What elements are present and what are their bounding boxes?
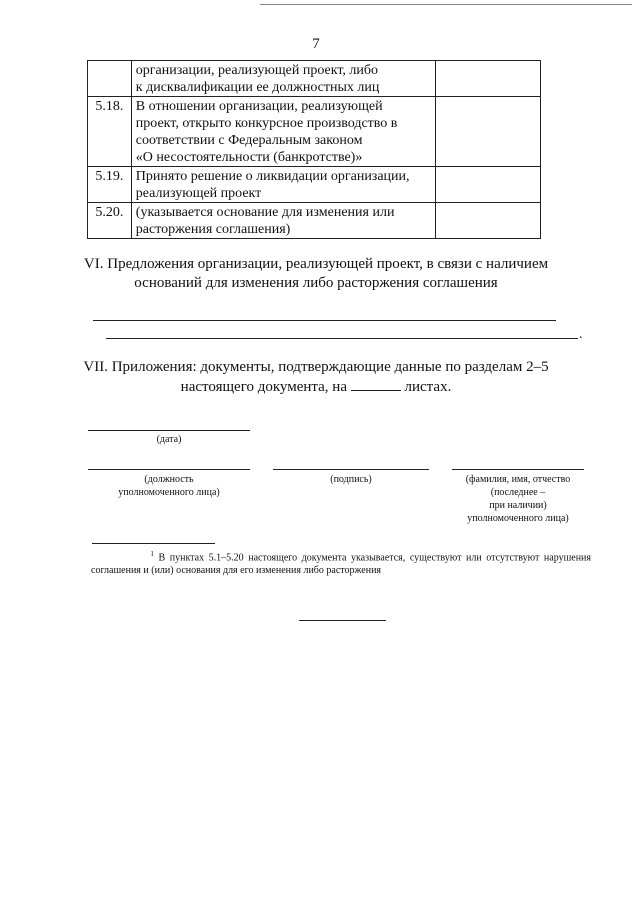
proposal-fill-line-2 <box>106 338 578 339</box>
proposal-fill-line-1 <box>93 320 556 321</box>
row-value-cell <box>435 203 540 239</box>
position-line <box>88 469 250 470</box>
proposal-end-mark: . <box>579 327 583 342</box>
footnote-text: В пунктах 5.1–5.20 настоящего документа указывается, существуют или отсутствуют нарушения соглашения и (или) основания для его изменения либо расторжения <box>91 552 592 577</box>
row-text: В отношении организации, реализующей проект, открыто конкурсное производство в соответствии с Федеральным законом «О несостоятельности (банкротстве)» <box>131 97 435 167</box>
row-value-cell <box>435 167 540 203</box>
fullname-line <box>452 469 584 470</box>
conditions-table <box>87 60 541 239</box>
row-text: Принято решение о ликвидации организации, реализующей проект <box>131 167 435 203</box>
document-end-line <box>299 620 386 621</box>
position-caption: (должность уполномоченного лица) <box>118 474 220 498</box>
table-row <box>88 61 541 97</box>
section-6-heading: VI. Предложения организации, реализующей проект, в связи с наличием оснований для изменения либо расторжения соглашения <box>83 256 549 291</box>
footnote-separator <box>92 543 215 544</box>
sheet-count-blank <box>351 377 401 391</box>
row-number: 5.19. <box>88 167 132 203</box>
row-value-cell <box>435 61 540 97</box>
row-number: 5.20. <box>88 203 132 239</box>
section-7-heading: VII. Приложения: документы, подтверждающие данные по разделам 2–5 настоящего документа, на листах. <box>83 359 549 395</box>
footnote-marker: 1 <box>150 550 154 558</box>
row-text: организации, реализующей проект, либо к дисквалификации ее должностных лиц <box>131 61 435 97</box>
signature-caption: (подпись) <box>330 474 372 485</box>
date-caption: (дата) <box>156 434 182 445</box>
row-value-cell <box>435 97 540 167</box>
footnote <box>91 548 591 577</box>
signature-line <box>273 469 429 470</box>
top-border-line <box>260 4 632 5</box>
fullname-caption: (фамилия, имя, отчество (последнее – при наличии) уполномоченного лица) <box>465 474 571 524</box>
row-number: 5.18. <box>88 97 132 167</box>
row-number <box>88 61 132 97</box>
table-row <box>88 203 541 239</box>
page-number: 7 <box>312 36 320 52</box>
date-line <box>88 430 250 431</box>
table-row <box>88 97 541 167</box>
row-text: (указывается основание для изменения или расторжения соглашения) <box>131 203 435 239</box>
table-row <box>88 167 541 203</box>
